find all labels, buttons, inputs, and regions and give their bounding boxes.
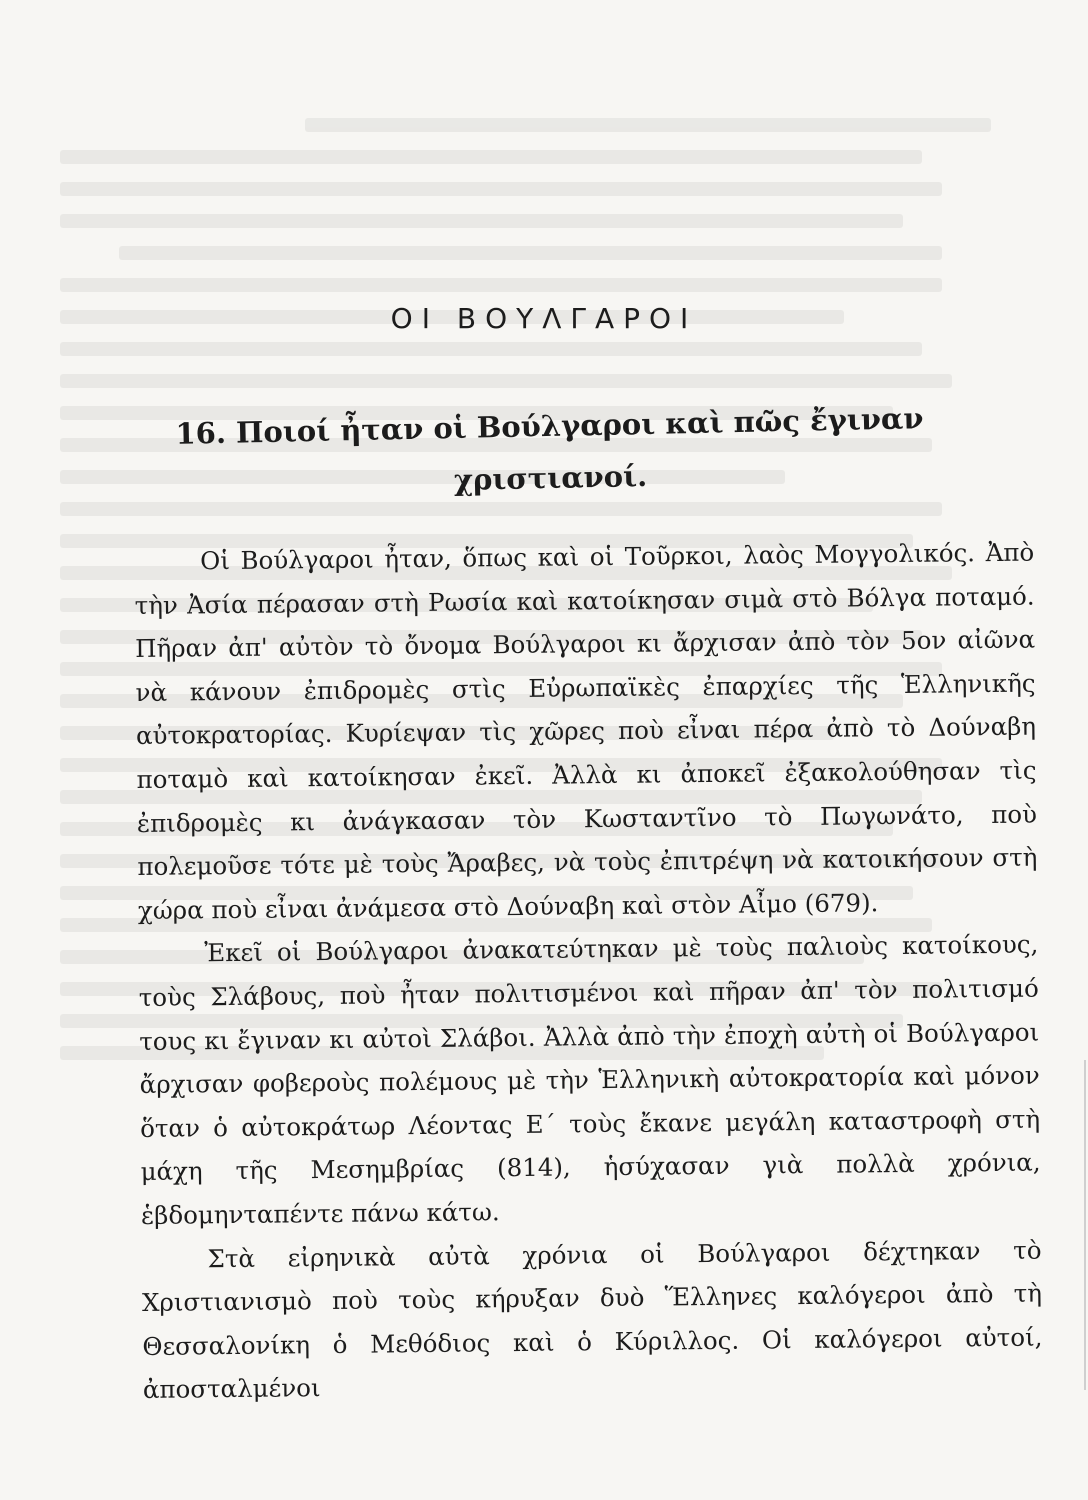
paragraph: Οἱ Βούλγαροι ἦταν, ὅπως καὶ οἱ Τοῦρκοι, λαὸς Μογγολικός. Ἀπὸ τὴν Ἀσία πέρασαν στὴ Ρωσία καὶ κατοίκησαν σιμὰ στὸ Βόλγα ποταμό. Πῆραν ἀπ' αὐτὸν τὸ ὄνομα Βούλγαροι κι ἄρχισαν ἀπὸ τὸν 5ον αἰῶνα νὰ κάνουν ἐπιδρομὲς στὶς Εὐρωπαϊκὲς ἐπαρχίες τῆς Ἑλληνικῆς αὐτοκρατορίας. Κυρίεψαν τὶς χῶρες ποὺ εἶναι πέρα ἀπὸ τὸ Δούναβη ποταμὸ καὶ κατοίκησαν ἐκεῖ. Ἀλλὰ κι ἀποκεῖ ἐξακολούθησαν τὶς ἐπιδρομὲς κι ἀνάγκασαν τὸν Κωσταντῖνο τὸ Πωγωνάτο, ποὺ πολεμοῦσε τότε μὲ τοὺς Ἄραβες, νὰ τοὺς ἐπιτρέψη νὰ κατοικήσουν στὴ χώρα ποὺ εἶναι ἀνάμεσα στὸ Δούναβη καὶ στὸν Αἶμο (679). <box>134 537 1038 925</box>
section-heading-line-1: 16. Ποιοί ἦταν οἱ Βούλγαροι καὶ πῶς ἔγιναν <box>175 401 924 451</box>
page-edge-shadow <box>1084 1060 1086 1390</box>
section-heading <box>119 391 981 513</box>
section-heading-line-2: χριστιανοί. <box>453 458 648 498</box>
body-text <box>134 531 1043 1412</box>
chapter-title: ΟΙ ΒΟΥΛΓΑΡΟΙ <box>390 302 698 335</box>
paragraph: Ἐκεῖ οἱ Βούλγαροι ἀνακατεύτηκαν μὲ τοὺς παλιοὺς κατοίκους, τοὺς Σλάβους, ποὺ ἦταν πολιτισμένοι καὶ πῆραν ἀπ' τὸν πολιτισμό τους κι ἔγιναν κι αὐτοὶ Σλάβοι. Ἀλλὰ ἀπὸ τὴν ἐποχὴ αὐτὴ οἱ Βούλγαροι ἄρχισαν φοβεροὺς πολέμους μὲ τὴν Ἑλληνικὴ αὐτοκρατορία καὶ μόνον ὅταν ὁ αὐτοκράτωρ Λέοντας Ε΄ τοὺς ἔκανε μεγάλη καταστροφὴ στὴ μάχη τῆς Μεσημβρίας (814), ἡσύχασαν γιὰ πολλὰ χρόνια, ἑβδομηνταπέντε πάνω κάτω. <box>138 929 1041 1230</box>
paragraph: Στὰ εἰρηνικὰ αὐτὰ χρόνια οἱ Βούλγαροι δέχτηκαν τὸ Χριστιανισμὸ ποὺ τοὺς κήρυξαν δυὸ Ἕλληνες καλόγεροι ἀπὸ τὴ Θεσσαλονίκη ὁ Μεθόδιος καὶ ὁ Κύριλλος. Οἱ καλόγεροι αὐτοί, ἀποσταλμένοι <box>141 1235 1043 1405</box>
